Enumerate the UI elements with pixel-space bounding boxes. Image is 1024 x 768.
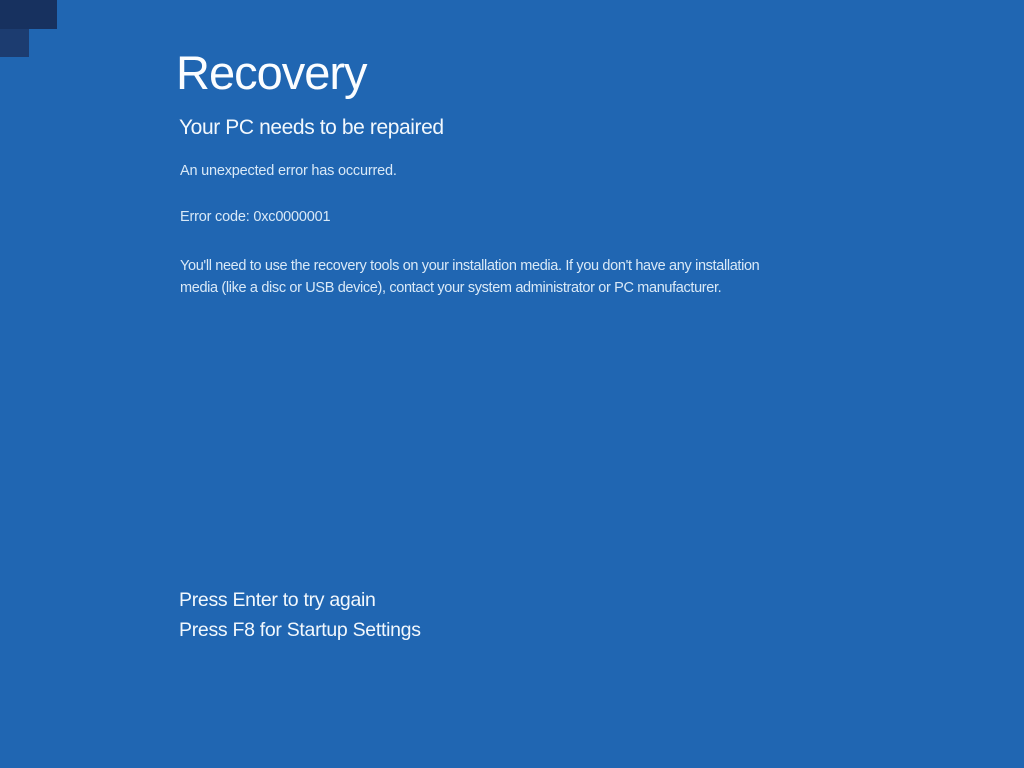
error-code: Error code: 0xc0000001 [180,209,331,225]
error-headline: Your PC needs to be repaired [179,116,444,139]
instruction-press-enter: Press Enter to try again [179,589,376,611]
error-message: An unexpected error has occurred. [180,163,397,179]
boot-graphics-artifact-bottom [0,29,29,57]
paragraph-line-1: You'll need to use the recovery tools on your installation media. If you don't have any installation [180,258,760,274]
boot-graphics-artifact-top [0,0,57,29]
keyboard-instructions [179,585,421,645]
recovery-instructions-paragraph [180,255,759,299]
page-title: Recovery [176,46,367,99]
paragraph-line-2: media (like a disc or USB device), contact your system administrator or PC manufacturer. [180,280,722,296]
instruction-press-f8: Press F8 for Startup Settings [179,619,421,641]
